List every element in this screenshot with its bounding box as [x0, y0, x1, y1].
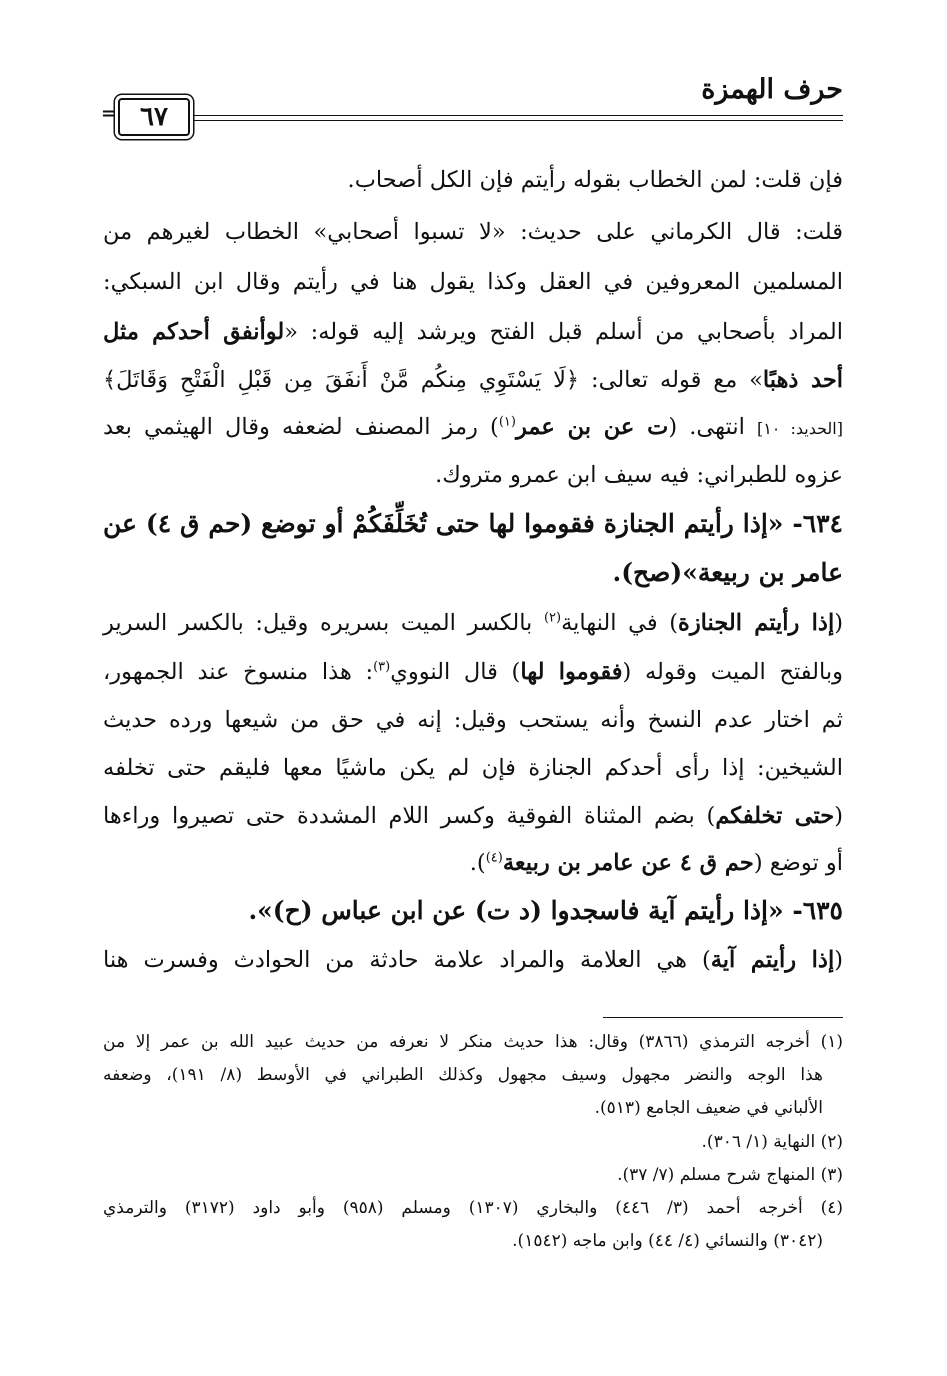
- body-line: [103, 843, 843, 883]
- text-run: ) هي العلامة والمراد علامة حادثة من الحوادث وفسرت هنا: [103, 947, 711, 973]
- hadith-text: أحد ذهبًا: [762, 367, 843, 393]
- text-run: ) في النهاية: [561, 610, 679, 636]
- text-run: فإن قلت: لمن الخطاب بقوله رأيتم فإن الكل أصحاب.: [347, 167, 843, 193]
- text-run: : هذا منسوخ عند الجمهور،: [103, 659, 374, 685]
- page-number-box: [118, 98, 190, 136]
- footnote-marker: (٣): [373, 659, 391, 675]
- body-line: [103, 796, 843, 836]
- text-run: (١) أخرجه الترمذي (٣٨٦٦) وقال: هذا حديث منكر لا نعرفه من حديث عبيد الله بن عمر إلا من: [103, 1032, 843, 1052]
- hadith-text: حتى تخلفكم: [715, 803, 835, 829]
- footnote-1: [103, 1093, 823, 1123]
- text-run: (٢) النهاية (١/ ٣٠٦).: [701, 1132, 843, 1152]
- body-line: [103, 603, 843, 643]
- text-run: ثم اختار عدم النسخ وأنه يستحب وقيل: إنه في حق من شيعها ورده حديث: [103, 707, 843, 733]
- hadith-text: فقوموا لها: [520, 659, 623, 685]
- text-run: وبالفتح الميت وقوله (: [622, 659, 844, 685]
- body-line: [103, 360, 843, 400]
- body-line: [103, 407, 843, 447]
- text-run: عامر بن ربيعة»(صح).: [612, 558, 843, 587]
- hadith-text: إذا رأيتم الجنازة: [678, 610, 835, 636]
- header-rule-top: [191, 115, 843, 116]
- text-run: المراد بأصحابي من أسلم قبل الفتح ويرشد إليه قوله: «: [284, 319, 843, 345]
- footnote-2: [103, 1127, 843, 1157]
- text-run: (٣٠٤٢) والنسائي (٤/ ٤٤) وابن ماجه (١٥٤٢).: [512, 1231, 823, 1251]
- body-line: [103, 312, 843, 352]
- text-run: هذا الوجه والنضر مجهول وسيف مجهول وكذلك الطبراني في الأوسط (٨/ ١٩١)، وضعفه: [103, 1065, 823, 1085]
- body-line: [103, 940, 843, 980]
- footnote-marker: (٢): [543, 610, 562, 626]
- source-code: حم ق ٤ عن عامر بن ربيعة: [502, 850, 754, 876]
- text-run: ) بضم المثناة الفوقية وكسر اللام المشددة حتى تصيروا وراءها: [103, 803, 716, 829]
- hadith-635-heading: [103, 891, 843, 931]
- quran-verse: » مع قوله تعالى: ﴿لَا يَسْتَوِي مِنكُم مَّنْ أَنفَقَ مِن قَبْلِ الْفَتْحِ وَقَاتَلَ﴾: [103, 367, 763, 393]
- text-run: عزوه للطبراني: فيه سيف ابن عمرو متروك.: [435, 462, 843, 488]
- text-run: ).: [469, 850, 486, 876]
- footnote-1: [103, 1060, 823, 1090]
- footnote-4: [103, 1193, 843, 1223]
- text-run: (: [834, 610, 843, 636]
- body-line: [103, 160, 843, 200]
- body-line: [103, 700, 843, 740]
- footnote-1: [103, 1027, 843, 1057]
- running-title: حرف الهمزة: [701, 74, 843, 105]
- text-run: (: [834, 947, 843, 973]
- body-line: [103, 652, 843, 692]
- body-line: [103, 212, 843, 252]
- body-line: [103, 455, 843, 495]
- hadith-text: لوأنفق أحدكم مثل: [103, 319, 285, 345]
- text-run: (٣) المنهاج شرح مسلم (٧/ ٣٧).: [617, 1165, 843, 1185]
- text-run: (٤) أخرجه أحمد (٣/ ٤٤٦) والبخاري (١٣٠٧) ومسلم (٩٥٨) وأبو داود (٣١٧٢) والترمذي: [103, 1198, 843, 1218]
- footnote-4: [103, 1226, 823, 1256]
- body-line: [103, 748, 843, 788]
- text-run: بالكسر الميت بسريره وقيل: بالكسر السرير: [103, 610, 544, 636]
- text-run: الشيخين: إذا رأى أحدكم الجنازة فإن لم يكن ماشيًا معها فليقم حتى تخلفه: [103, 755, 843, 781]
- footnote-separator: [603, 1017, 843, 1018]
- page-marker: =: [101, 103, 117, 124]
- text-run: أو توضع (: [753, 850, 843, 876]
- hadith-634-heading: [103, 553, 843, 593]
- text-run: (: [834, 803, 843, 829]
- footnote-marker: (٤): [485, 850, 503, 866]
- body-line: [103, 262, 843, 302]
- hadith-634-heading: [103, 504, 843, 544]
- text-run: انتهى. (: [668, 414, 757, 440]
- text-run: ) رمز المصنف لضعفه وقال الهيثمي بعد: [103, 414, 499, 440]
- source-code: ت عن بن عمر: [515, 414, 669, 440]
- text-run: ) قال النووي: [390, 659, 521, 685]
- text-run: الألباني في ضعيف الجامع (٥١٣).: [594, 1098, 823, 1118]
- hadith-text: إذا رأيتم آية: [710, 947, 835, 973]
- text-run: ٦٣٤- «إذا رأيتم الجنازة فقوموا لها حتى تُخَلِّفَكُمْ أو توضع (حم ق ٤) عن: [103, 509, 843, 538]
- text-run: ٦٣٥- «إذا رأيتم آية فاسجدوا (د ت) عن ابن عباس (ح)».: [248, 896, 843, 925]
- header-rule-bottom: [191, 120, 843, 121]
- text-run: المسلمين المعروفين في العقل وكذا يقول هنا في رأيتم وقال ابن السبكي:: [103, 269, 843, 295]
- text-run: قلت: قال الكرماني على حديث: «لا تسبوا أصحابي» الخطاب لغيرهم من: [103, 219, 843, 245]
- verse-reference: [الحديد: ١٠]: [756, 419, 843, 438]
- footnote-3: [103, 1160, 843, 1190]
- page-number: ٦٧: [140, 102, 168, 132]
- footnote-marker: (١): [498, 414, 516, 430]
